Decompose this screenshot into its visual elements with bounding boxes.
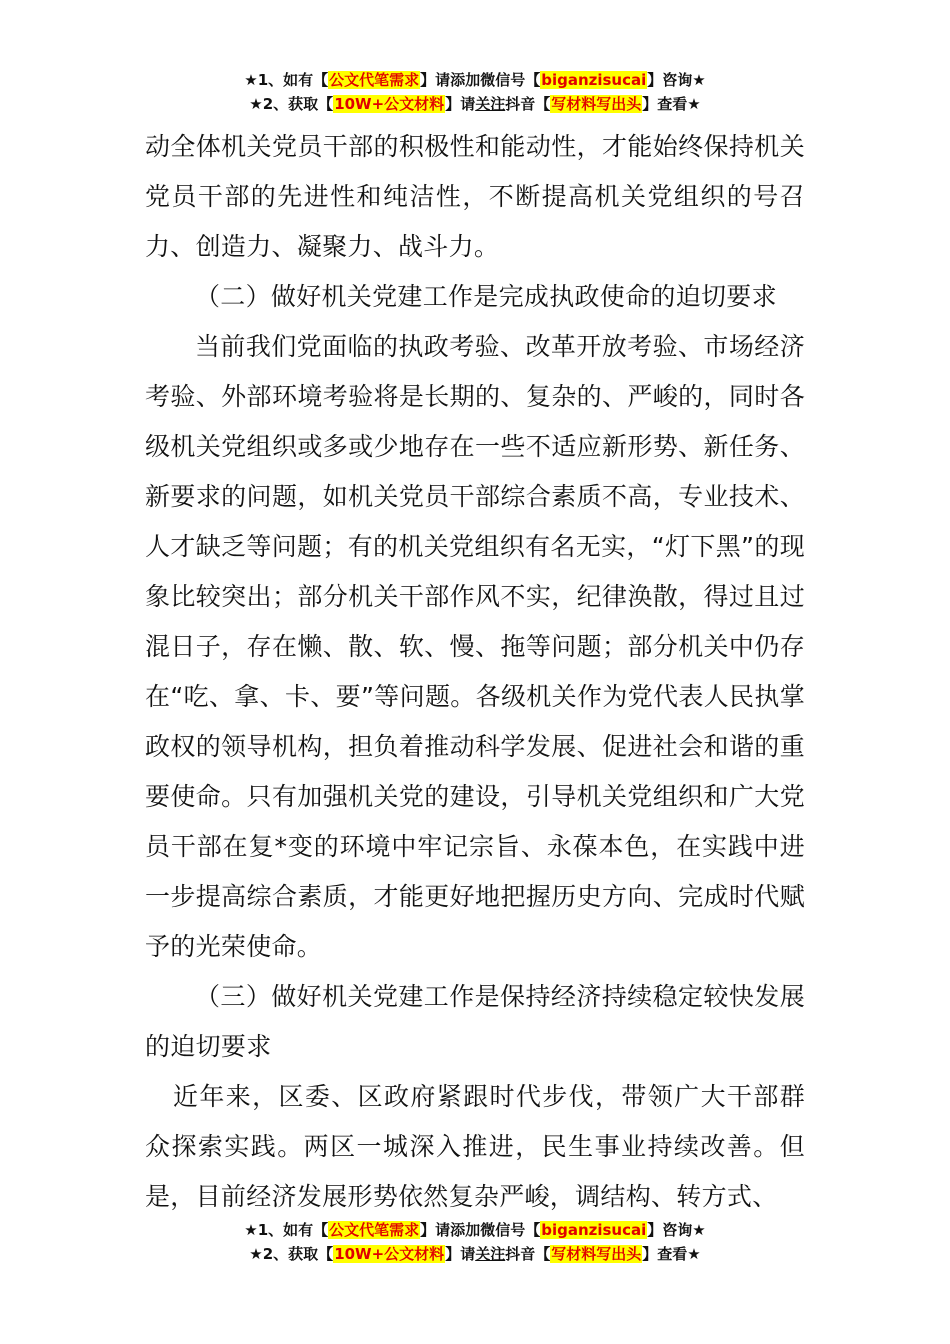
banner-line-1: ★1、如有【公文代笔需求】请添加微信号【biganzisucai】咨询★ (244, 1221, 706, 1239)
document-body (145, 122, 805, 1222)
banner-highlight: biganzisucai (541, 71, 647, 89)
banner-line-2: ★2、获取【10W+公文材料】请关注抖音【写材料写出头】查看★ (249, 1245, 701, 1263)
banner-line-2: ★2、获取【10W+公文材料】请关注抖音【写材料写出头】查看★ (249, 95, 701, 113)
banner-highlight: 10W+公文材料 (334, 1245, 445, 1263)
banner-highlight: 写材料写出头 (551, 1245, 642, 1263)
section-heading-2: （二）做好机关党建工作是完成执政使命的迫切要求 (195, 282, 777, 311)
section-heading-3: （三）做好机关党建工作是保持经济持续稳定较快发展的迫切要求 (145, 982, 805, 1061)
banner-highlight: 公文代笔需求 (329, 71, 420, 89)
paragraph-continued: 动全体机关党员干部的积极性和能动性，才能始终保持机关党员干部的先进性和纯洁性，不断提高机关党组织的号召力、创造力、凝聚力、战斗力。 (145, 132, 805, 261)
banner-line-1: ★1、如有【公文代笔需求】请添加微信号【biganzisucai】咨询★ (244, 71, 706, 89)
banner-highlight: 写材料写出头 (551, 95, 642, 113)
banner-highlight: 10W+公文材料 (334, 95, 445, 113)
banner-highlight: 公文代笔需求 (329, 1221, 420, 1239)
header-banner (0, 68, 950, 116)
paragraph-section-3: 近年来，区委、区政府紧跟时代步伐，带领广大干部群众探索实践。两区一城深入推进，民生事业持续改善。但是，目前经济发展形势依然复杂严峻，调结构、转方式、 (145, 1082, 805, 1211)
footer-banner (0, 1218, 950, 1266)
banner-highlight: biganzisucai (541, 1221, 647, 1239)
paragraph-section-2: 当前我们党面临的执政考验、改革开放考验、市场经济考验、外部环境考验将是长期的、复杂的、严峻的，同时各级机关党组织或多或少地存在一些不适应新形势、新任务、新要求的问题，如机关党员干部综合素质不高，专业技术、人才缺乏等问题；有的机关党组织有名无实，“灯下黑”的现象比较突出；部分机关干部作风不实，纪律涣散，得过且过混日子，存在懒、散、软、慢、拖等问题；部分机关中仍存在“吃、拿、卡、要”等问题。各级机关作为党代表人民执掌政权的领导机构，担负着推动科学发展、促进社会和谐的重要使命。只有加强机关党的建设，引导机关党组织和广大党员干部在复*变的环境中牢记宗旨、永葆本色，在实践中进一步提高综合素质，才能更好地把握历史方向、完成时代赋予的光荣使命。 (145, 332, 805, 961)
